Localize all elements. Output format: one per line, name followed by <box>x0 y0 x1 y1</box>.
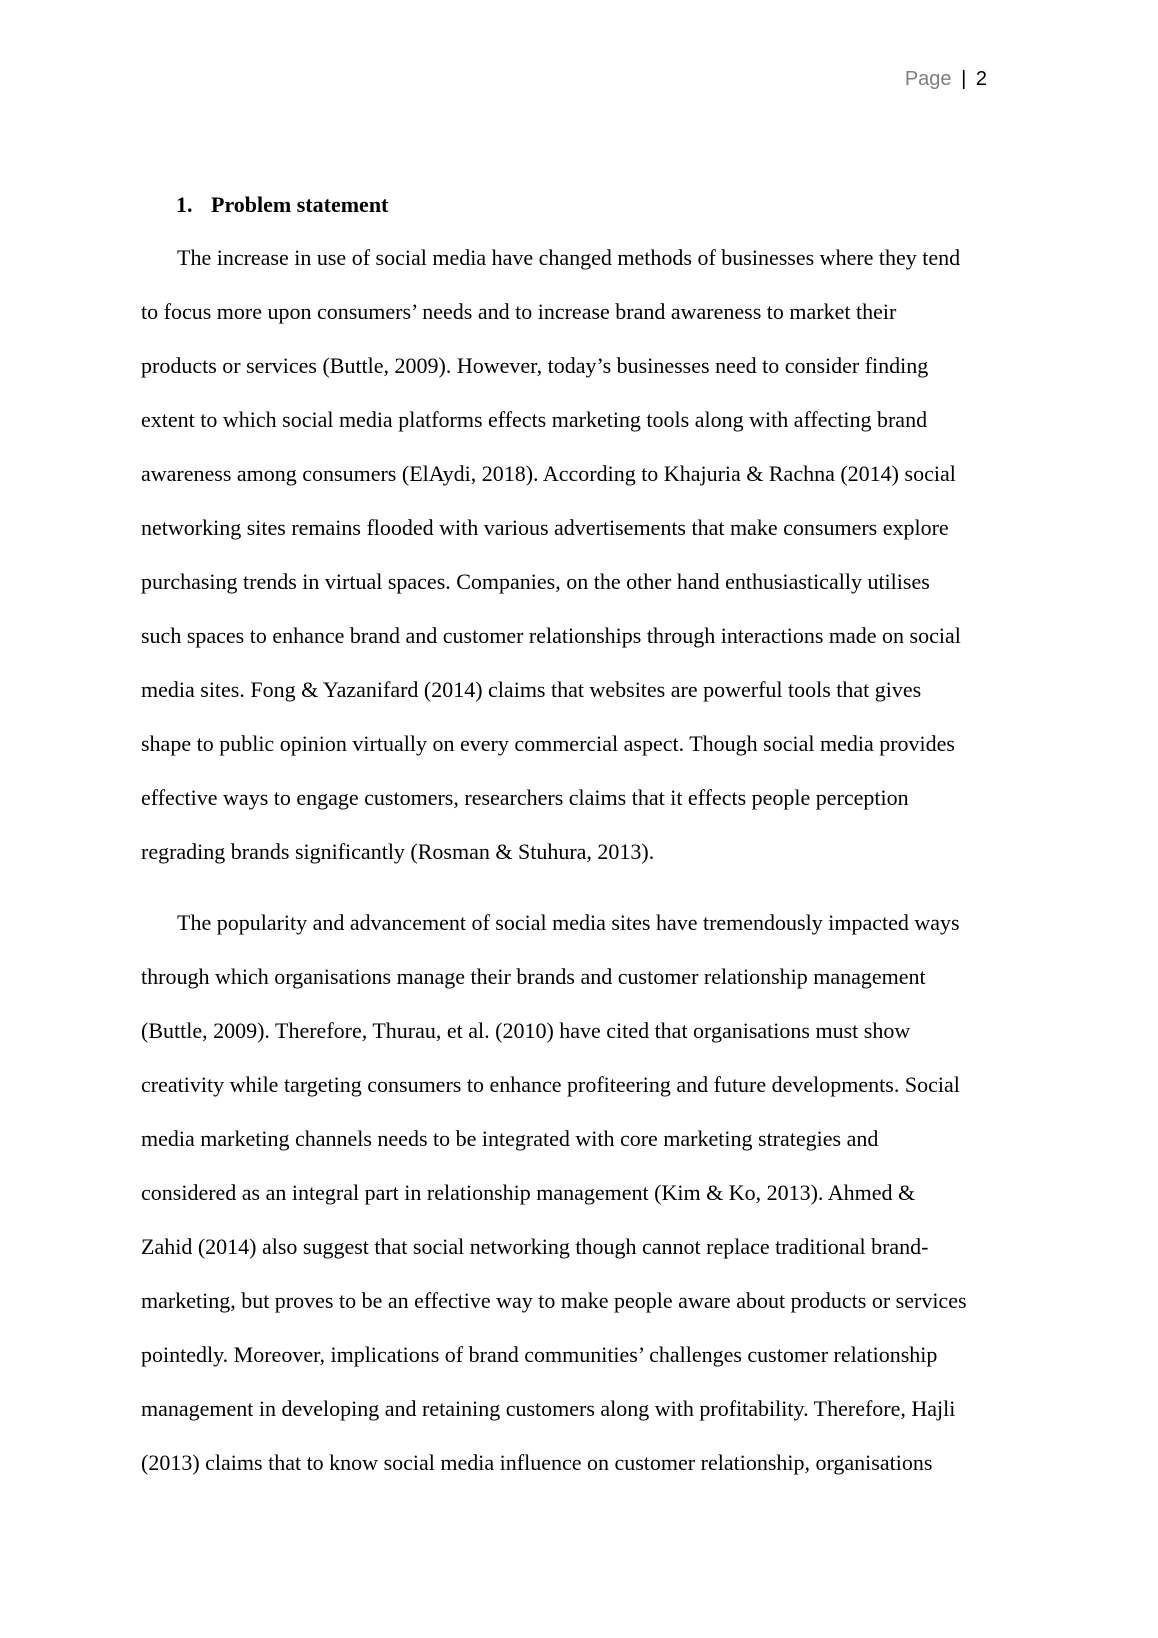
paragraph-1 <box>141 231 1021 879</box>
page-number: 2 <box>975 68 987 90</box>
paragraph-line: shape to public opinion virtually on every commercial aspect. Though social media provides <box>141 731 955 756</box>
paragraph-line: products or services (Buttle, 2009). However, today’s businesses need to consider finding <box>141 353 929 378</box>
paragraph-line: purchasing trends in virtual spaces. Companies, on the other hand enthusiastically utilises <box>141 569 930 594</box>
page-label: Page <box>904 68 952 90</box>
section-number: 1. <box>176 192 193 217</box>
paragraph-2 <box>141 896 1021 1490</box>
paragraph-line: to focus more upon consumers’ needs and to increase brand awareness to market their <box>141 299 897 324</box>
paragraph-line: considered as an integral part in relationship management (Kim & Ko, 2013). Ahmed & <box>141 1180 916 1205</box>
paragraph-line: awareness among consumers (ElAydi, 2018). According to Khajuria & Rachna (2014) social <box>141 461 956 486</box>
paragraph-line: The popularity and advancement of social media sites have tremendously impacted ways <box>177 910 960 935</box>
paragraph-line: media marketing channels needs to be integrated with core marketing strategies and <box>141 1126 879 1151</box>
section-heading <box>176 192 388 218</box>
paragraph-line: The increase in use of social media have changed methods of businesses where they tend <box>177 245 961 270</box>
paragraph-line: regrading brands significantly (Rosman & Stuhura, 2013). <box>141 839 655 864</box>
paragraph-line: media sites. Fong & Yazanifard (2014) claims that websites are powerful tools that gives <box>141 677 922 702</box>
paragraph-line: marketing, but proves to be an effective way to make people aware about products or services <box>141 1288 967 1313</box>
paragraph-line: (2013) claims that to know social media influence on customer relationship, organisations <box>141 1450 933 1475</box>
paragraph-line: Zahid (2014) also suggest that social networking though cannot replace traditional brand- <box>141 1234 929 1259</box>
paragraph-line: such spaces to enhance brand and customer relationships through interactions made on social <box>141 623 961 648</box>
page-header <box>905 68 987 91</box>
paragraph-line: creativity while targeting consumers to enhance profiteering and future developments. Social <box>141 1072 960 1097</box>
paragraph-line: effective ways to engage customers, researchers claims that it effects people perception <box>141 785 909 810</box>
paragraph-line: networking sites remains flooded with various advertisements that make consumers explore <box>141 515 949 540</box>
paragraph-line: pointedly. Moreover, implications of brand communities’ challenges customer relationship <box>141 1342 938 1367</box>
section-title: Problem statement <box>211 192 389 217</box>
page-separator: | <box>961 68 967 90</box>
paragraph-line: extent to which social media platforms effects marketing tools along with affecting brand <box>141 407 928 432</box>
paragraph-line: through which organisations manage their brands and customer relationship management <box>141 964 926 989</box>
paragraph-line: management in developing and retaining customers along with profitability. Therefore, Hajli <box>141 1396 956 1421</box>
paragraph-line: (Buttle, 2009). Therefore, Thurau, et al. (2010) have cited that organisations must show <box>141 1018 911 1043</box>
